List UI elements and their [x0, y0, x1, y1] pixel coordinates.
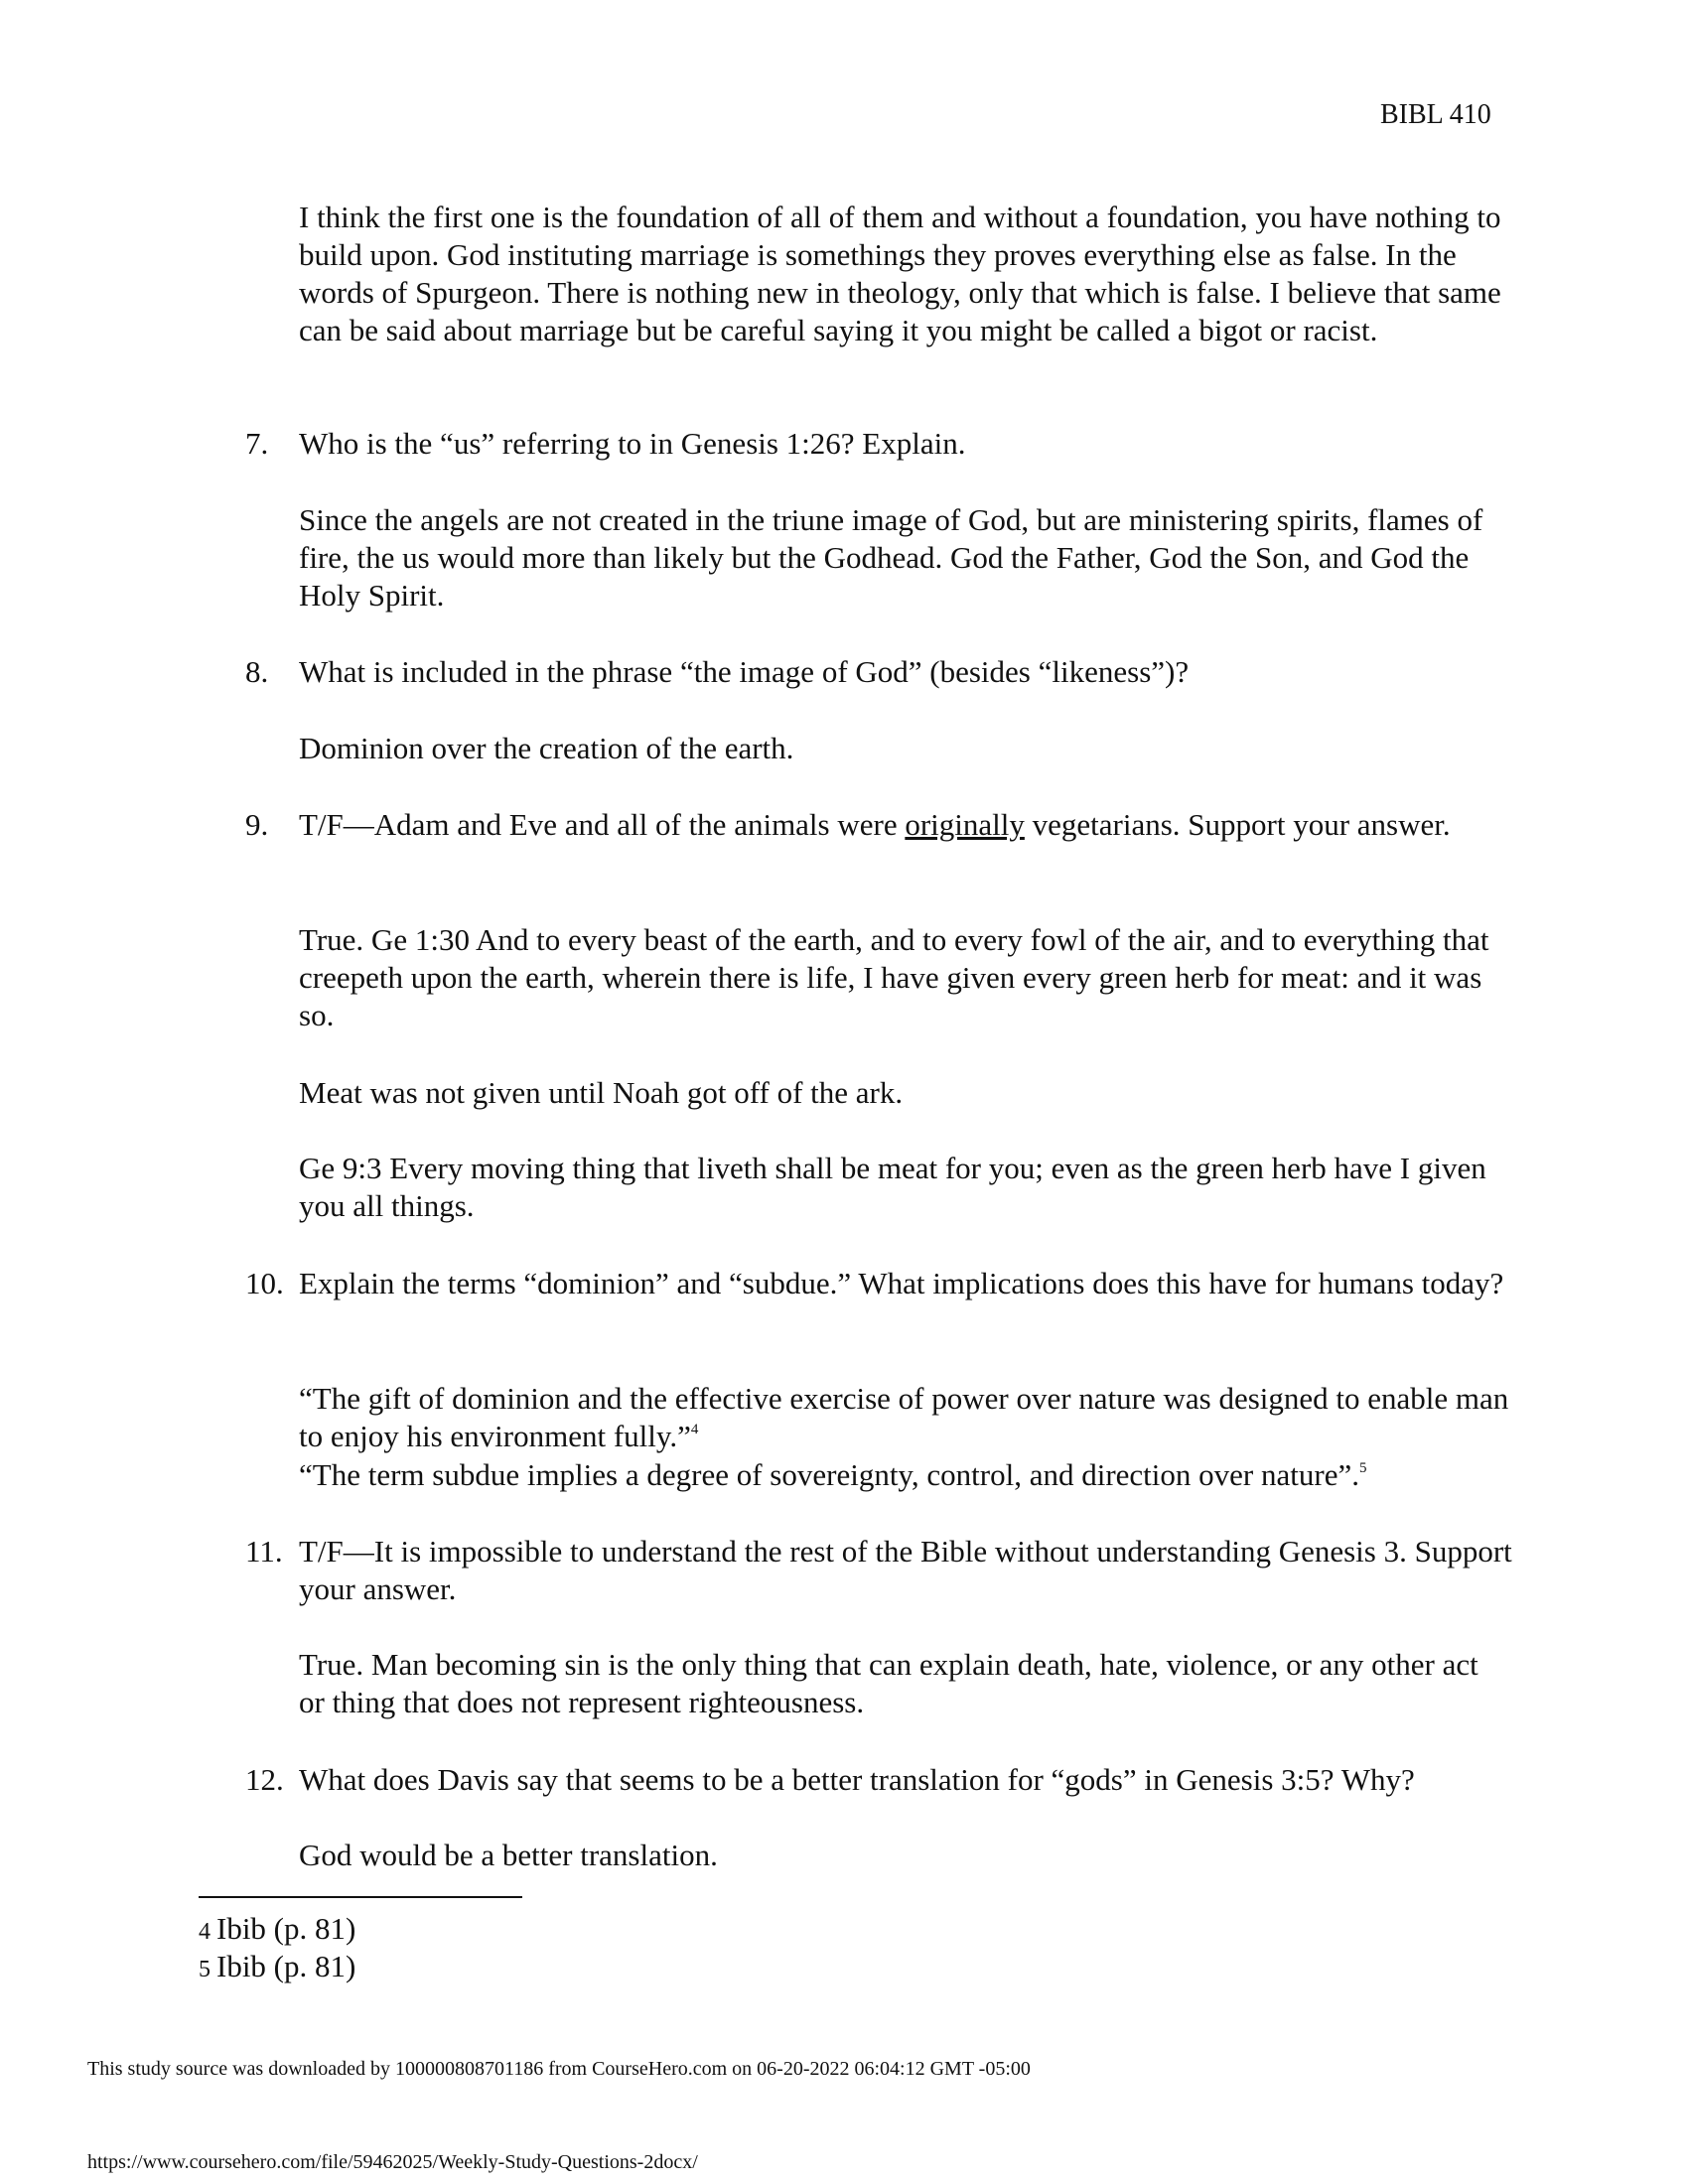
question-12-answer: God would be a better translation. [299, 1838, 718, 1872]
footnote-5-text: Ibib (p. 81) [216, 1949, 356, 1983]
footnote-4-number: 4 [199, 1919, 211, 1945]
question-9-answer-verse-2: Ge 9:3 Every moving thing that liveth shall be meat for you; even as the green herb have I given you all things. [299, 1151, 1486, 1223]
footnote-ref-5: 5 [1358, 1459, 1367, 1476]
footnote-4-text: Ibib (p. 81) [216, 1911, 356, 1946]
intro-paragraph: I think the first one is the foundation of all of them and without a foundation, you have nothing to build upon. God instituting marriage is somethings they proves everything else as false. In the words of Spurgeon. There is nothing new in theology, only that which is false. I believe that same can be said about marriage but be careful saying it you might be called a bigot or racist. [299, 200, 1501, 347]
question-9-number: 9. [245, 807, 269, 842]
question-10-answer-subdue [299, 1456, 1510, 1494]
question-12-text: What does Davis say that seems to be a better translation for “gods” in Genesis 3:5? Why? [299, 1762, 1415, 1797]
question-9-text-pre: T/F—Adam and Eve and all of the animals were [299, 807, 906, 842]
question-9-answer-verse: True. Ge 1:30 And to every beast of the earth, and to every fowl of the air, and to everything that creepeth upon the earth, wherein there is life, I have given every green herb for meat: and it was so. [299, 922, 1489, 1032]
question-10-answer-dominion-text: “The gift of dominion and the effective exercise of power over nature was designed to enable man to enjoy his environment fully.” [299, 1381, 1509, 1453]
footnote-divider [199, 1896, 522, 1898]
question-10-text: Explain the terms “dominion” and “subdue.” What implications does this have for humans today? [299, 1266, 1504, 1300]
question-11-answer: True. Man becoming sin is the only thing that can explain death, hate, violence, or any other act or thing that does not represent righteousness. [299, 1647, 1478, 1719]
footnote-ref-4: 4 [690, 1421, 699, 1437]
source-url[interactable]: https://www.coursehero.com/file/59462025/Weekly-Study-Questions-2docx/ [87, 2151, 698, 2173]
question-8-number: 8. [245, 654, 269, 689]
course-code: BIBL 410 [1380, 99, 1491, 130]
footnote-5 [199, 1948, 355, 1988]
footnote-4 [199, 1910, 355, 1951]
question-9-text [299, 806, 1510, 844]
question-7-answer: Since the angels are not created in the triune image of God, but are ministering spirits, flames of fire, the us would more than likely but the Godhead. God the Father, God the Son, and God the Holy Spirit. [299, 502, 1483, 613]
question-11-number: 11. [245, 1534, 283, 1569]
question-12-number: 12. [245, 1762, 284, 1797]
question-10-answer-subdue-text: “The term subdue implies a degree of sovereignty, control, and direction over nature”. [299, 1457, 1359, 1492]
question-9-underlined-word: originally [905, 807, 1025, 842]
question-10-number: 10. [245, 1266, 284, 1300]
question-7-text: Who is the “us” referring to in Genesis 1:26? Explain. [299, 426, 966, 461]
question-7-number: 7. [245, 426, 269, 461]
question-11-text: T/F—It is impossible to understand the rest of the Bible without understanding Genesis 3. Support your answer. [299, 1534, 1512, 1606]
download-notice: This study source was downloaded by 100000808701186 from CourseHero.com on 06-20-2022 06:04:12 GMT -05:00 [87, 2058, 1031, 2080]
footnote-5-number: 5 [199, 1957, 211, 1982]
question-8-answer: Dominion over the creation of the earth. [299, 731, 794, 765]
question-9-text-post: vegetarians. Support your answer. [1024, 807, 1451, 842]
question-9-answer-note: Meat was not given until Noah got off of the ark. [299, 1075, 904, 1110]
question-8-text: What is included in the phrase “the image of God” (besides “likeness”)? [299, 654, 1190, 689]
question-10-answer-dominion [299, 1380, 1510, 1455]
